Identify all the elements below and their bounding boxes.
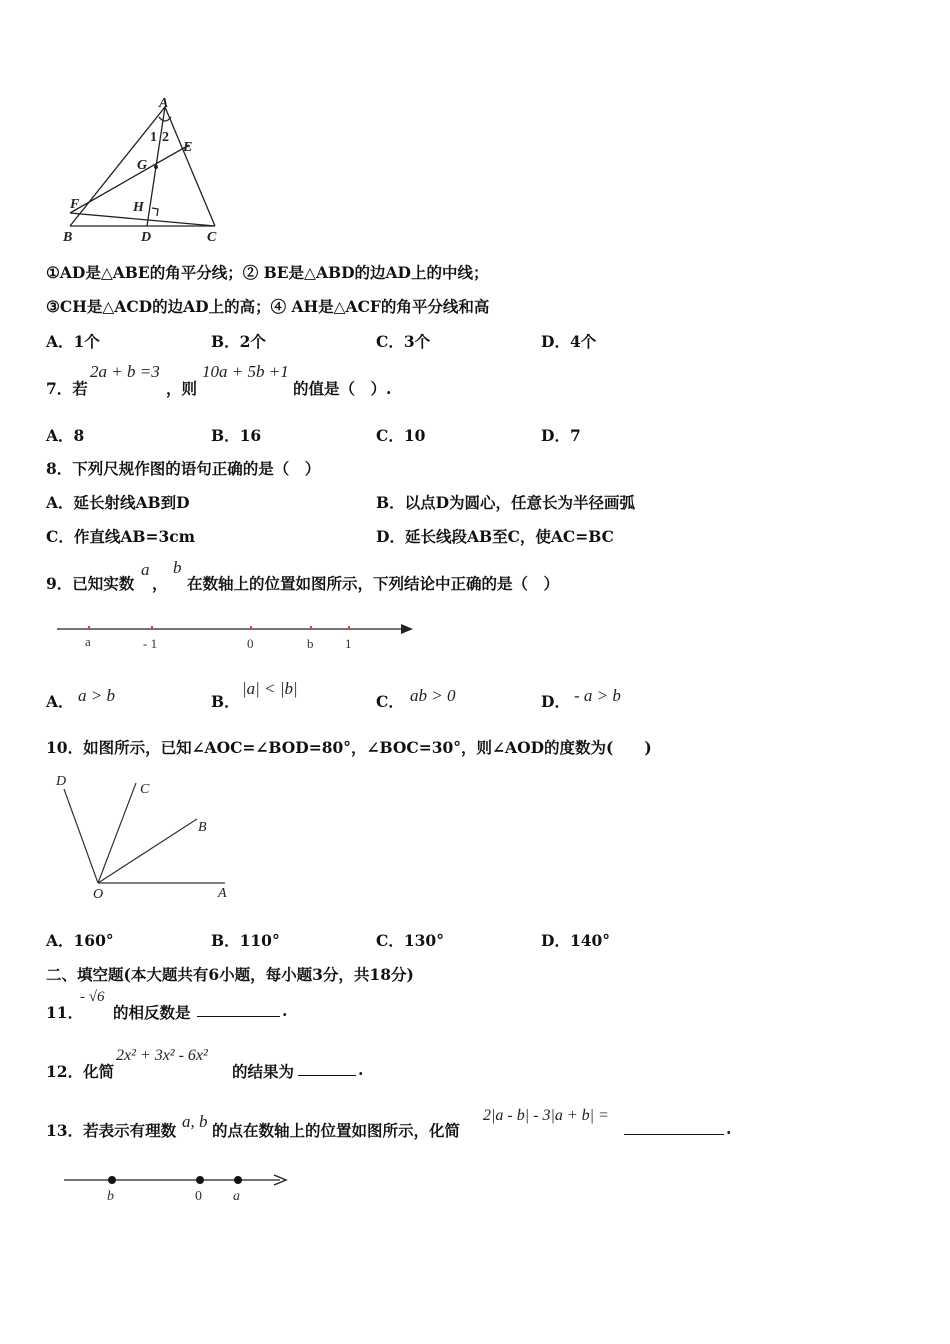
q11-prefix: 11． (46, 1003, 84, 1022)
q12-prefix: 12．化简 (46, 1062, 115, 1081)
label-2: 2 (162, 130, 169, 145)
q8-option-a: A．延长射线AB到D (46, 493, 190, 512)
q13-mid: 的点在数轴上的位置如图所示，化简 (212, 1121, 461, 1140)
q9-prefix: 9．已知实数 (46, 574, 135, 593)
q7-option-c: C．10 (376, 426, 426, 445)
q9-comma: ， (152, 574, 168, 593)
q10-option-b: B．110° (211, 931, 280, 950)
q8-option-b: B．以点D为圆心，任意长为半径画弧 (376, 493, 636, 512)
q10-label-D: D (56, 774, 67, 789)
q9-label-b: b (307, 636, 314, 651)
q13-end: . (726, 1119, 732, 1138)
q6-option-b: B．2个 (211, 332, 266, 351)
q9-option-a-expr: a > b (78, 686, 115, 705)
q7-option-a: A．8 (46, 426, 85, 445)
q11-suffix: 的相反数是 (113, 1003, 191, 1022)
triangle-figure (55, 95, 235, 245)
q7-option-d: D．7 (541, 426, 581, 445)
q8-option-d: D．延长线段AB至C，使AC=BC (376, 527, 614, 546)
q10-option-c: C．130° (376, 931, 444, 950)
q9-suffix: 在数轴上的位置如图所示，下列结论中正确的是（ ） (187, 574, 560, 593)
q12-expr: 2x² + 3x² - 6x² (116, 1047, 208, 1064)
q7-target-expr: 10a + 5b +1 (202, 362, 289, 381)
q7-mid: ，则 (166, 379, 198, 398)
q10-label-C: C (140, 782, 150, 797)
label-B: B (63, 230, 73, 245)
q10-label-A: A (218, 886, 227, 901)
q9-option-c-letter: C． (376, 692, 404, 711)
q6-statement-1: ①AD是△ABE的角平分线；② BE是△ABD的边AD上的中线； (46, 263, 489, 282)
label-H: H (133, 200, 144, 215)
q10-label-O: O (93, 887, 104, 902)
q6-option-a: A．1个 (46, 332, 100, 351)
q13-label-0: 0 (195, 1189, 202, 1204)
label-1: 1 (150, 130, 157, 145)
label-E: E (183, 140, 193, 155)
q9-var-b: b (173, 558, 182, 577)
q7-given-expr: 2a + b =3 (90, 362, 160, 381)
q11-end: . (282, 1001, 288, 1020)
q10-option-a: A．160° (46, 931, 114, 950)
q13-label-a: a (233, 1189, 240, 1204)
q12-suffix: 的结果为 (232, 1062, 295, 1081)
label-D: D (141, 230, 152, 245)
q13-answer-blank[interactable] (624, 1120, 724, 1135)
q7-option-b: B．16 (211, 426, 262, 445)
q9-option-a-letter: A． (46, 692, 74, 711)
q13-prefix: 13．若表示有理数 (46, 1121, 177, 1140)
label-G: G (137, 158, 148, 173)
q10-stem: 10．如图所示，已知∠AOC=∠BOD=80°，∠BOC=30°，则∠AOD的度数为( ) (46, 738, 652, 757)
q9-number-line (55, 618, 425, 658)
q10-label-B: B (198, 820, 207, 835)
q6-statement-2: ③CH是△ACD的边AD上的高；④ AH是△ACF的角平分线和高 (46, 297, 490, 316)
q11-answer-blank[interactable] (197, 1002, 280, 1017)
q9-option-d-expr: - a > b (574, 686, 621, 705)
q9-label-neg1: - 1 (143, 636, 158, 651)
q9-option-b-letter: B． (211, 692, 240, 711)
q13-vars: a, b (182, 1112, 208, 1131)
section2-title: 二、填空题(本大题共有6小题，每小题3分，共18分) (46, 965, 414, 984)
q9-option-d-letter: D． (541, 692, 570, 711)
q9-var-a: a (141, 560, 150, 579)
q9-option-c-expr: ab > 0 (410, 686, 456, 705)
q6-option-d: D．4个 (541, 332, 597, 351)
q7-suffix: 的值是（ ）. (293, 379, 392, 398)
q9-label-a: a (85, 634, 91, 649)
q8-stem: 8．下列尺规作图的语句正确的是（ ） (46, 459, 321, 478)
q8-option-c: C．作直线AB=3cm (46, 527, 196, 546)
q7-prefix: 7．若 (46, 379, 88, 398)
q10-option-d: D．140° (541, 931, 611, 950)
q10-angle-figure (50, 770, 240, 902)
q12-answer-blank[interactable] (298, 1061, 356, 1076)
q9-option-b-expr: |a| < |b| (242, 679, 298, 698)
q12-end: . (358, 1060, 364, 1079)
label-A: A (159, 96, 169, 111)
q13-number-line (60, 1166, 300, 1208)
q6-option-c: C．3个 (376, 332, 431, 351)
label-C: C (207, 230, 217, 245)
q13-label-b: b (107, 1189, 114, 1204)
q11-expr: - √6 (80, 989, 105, 1005)
label-F: F (70, 197, 80, 212)
q9-label-0: 0 (247, 636, 254, 651)
q13-expr: 2|a - b| - 3|a + b| = (483, 1107, 609, 1124)
q9-label-1: 1 (345, 636, 352, 651)
